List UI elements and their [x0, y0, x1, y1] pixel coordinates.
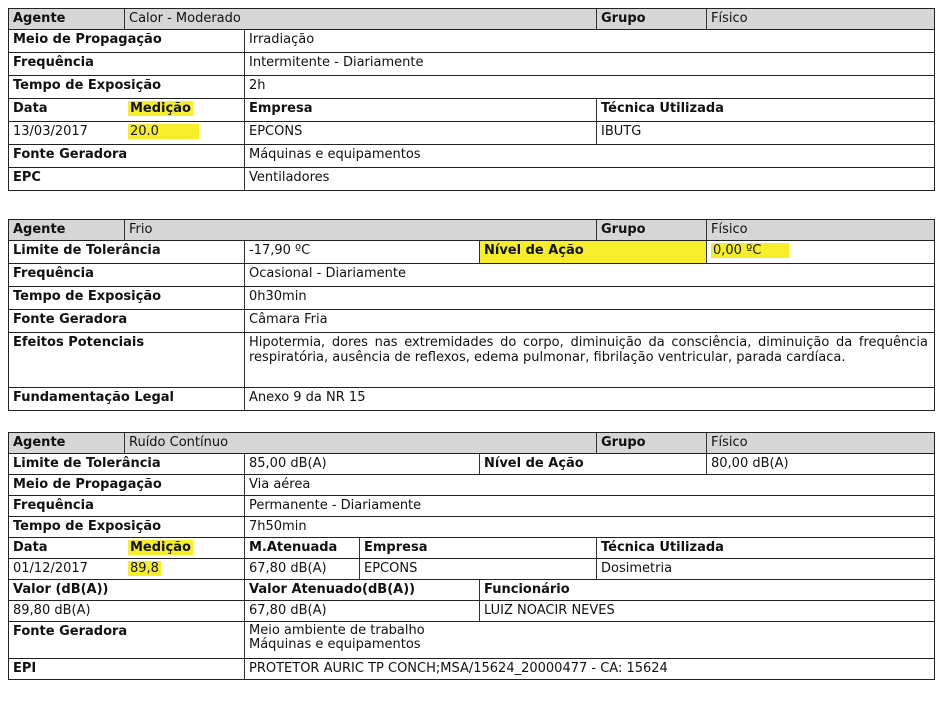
table-row — [9, 601, 934, 622]
source-label: Fonte Geradora — [13, 624, 128, 639]
agent-header-row — [9, 220, 934, 241]
measurement-label — [124, 99, 244, 121]
measurement-label — [124, 538, 244, 558]
effects-value: Hipotermia, dores nas extremidades do corpo, diminuição da consciência, diminuição da frequência respiratória, ausência de reflexos, edema pulmonar, fibrilação ventricular, parada cardíaca. — [244, 333, 934, 387]
measurement-label-text: Medição — [130, 101, 191, 116]
table-row — [9, 76, 934, 99]
table-row — [9, 30, 934, 53]
measurement-value-text: 20.0 — [128, 124, 199, 139]
table-row — [9, 287, 934, 310]
date-value: 01/12/2017 — [13, 561, 88, 576]
table-row — [9, 559, 934, 580]
exposure-value: 7h50min — [244, 517, 934, 537]
table-row — [9, 241, 934, 264]
table-row — [9, 122, 934, 145]
table-row — [9, 168, 934, 190]
frequency-value: Ocasional - Diariamente — [244, 264, 934, 286]
source-line-1: Meio ambiente de trabalho — [249, 623, 425, 638]
table-row — [9, 475, 934, 496]
epi-label: EPI — [13, 661, 37, 676]
attenuated-value: 67,80 dB(A) — [244, 559, 359, 579]
epi-value: PROTETOR AURIC TP CONCH;MSA/15624_20000477 - CA: 15624 — [244, 659, 934, 679]
action-value: 80,00 dB(A) — [706, 454, 934, 474]
table-row — [9, 145, 934, 168]
source-value — [244, 622, 934, 658]
company-label: Empresa — [359, 538, 596, 558]
table-row — [9, 99, 934, 122]
table-row — [9, 622, 934, 659]
agent-header-row — [9, 9, 934, 30]
company-value: EPCONS — [244, 122, 596, 144]
exposure-value: 0h30min — [244, 287, 934, 309]
propagation-value: Irradiação — [244, 30, 934, 52]
agent-label: Agente — [13, 11, 66, 26]
technique-value: IBUTG — [596, 122, 934, 144]
propagation-label: Meio de Propagação — [13, 32, 162, 47]
epc-value: Ventiladores — [244, 168, 934, 190]
table-row — [9, 388, 934, 410]
section-ruido — [8, 432, 935, 680]
action-value-text: 0,00 ºC — [711, 243, 789, 258]
tolerance-label: Limite de Tolerância — [13, 243, 161, 258]
attenuated-label: M.Atenuada — [244, 538, 359, 558]
group-label: Grupo — [596, 220, 706, 240]
employee-value: LUIZ NOACIR NEVES — [479, 601, 934, 621]
exposure-label: Tempo de Exposição — [13, 289, 162, 304]
source-line-2: Máquinas e equipamentos — [249, 637, 421, 652]
date-label: Data — [13, 101, 48, 116]
frequency-value: Intermitente - Diariamente — [244, 53, 934, 75]
action-value — [706, 241, 934, 263]
table-row — [9, 496, 934, 517]
technique-label: Técnica Utilizada — [596, 538, 934, 558]
date-label: Data — [13, 540, 48, 555]
section-calor — [8, 8, 935, 191]
table-row — [9, 517, 934, 538]
action-label: Nível de Ação — [479, 241, 706, 263]
table-row — [9, 264, 934, 287]
technique-value: Dosimetria — [596, 559, 934, 579]
measurement-value — [124, 559, 244, 579]
table-row — [9, 333, 934, 388]
agent-label: Agente — [13, 222, 66, 237]
exposure-value: 2h — [244, 76, 934, 98]
group-value: Físico — [706, 9, 934, 29]
value-value: 89,80 dB(A) — [13, 603, 91, 618]
group-value: Físico — [706, 433, 934, 453]
company-value: EPCONS — [359, 559, 596, 579]
table-row — [9, 659, 934, 679]
table-row — [9, 310, 934, 333]
att-value-label: Valor Atenuado(dB(A)) — [244, 580, 479, 600]
tolerance-value: -17,90 ºC — [244, 241, 479, 263]
action-label: Nível de Ação — [479, 454, 706, 474]
agent-value: Calor - Moderado — [124, 9, 596, 29]
tolerance-value: 85,00 dB(A) — [244, 454, 479, 474]
frequency-label: Frequência — [13, 498, 94, 513]
measurement-label-text: Medição — [130, 540, 191, 555]
group-label: Grupo — [596, 433, 706, 453]
agent-label: Agente — [13, 435, 66, 450]
frequency-label: Frequência — [13, 55, 94, 70]
att-value-value: 67,80 dB(A) — [244, 601, 479, 621]
epc-label: EPC — [13, 170, 41, 185]
agent-value: Ruído Contínuo — [124, 433, 596, 453]
source-value: Máquinas e equipamentos — [244, 145, 934, 167]
agent-header-row — [9, 433, 934, 454]
company-label: Empresa — [244, 99, 596, 121]
technique-label: Técnica Utilizada — [596, 99, 934, 121]
frequency-label: Frequência — [13, 266, 94, 281]
date-value: 13/03/2017 — [13, 124, 88, 139]
source-value: Câmara Fria — [244, 310, 934, 332]
source-label: Fonte Geradora — [13, 147, 128, 162]
effects-label: Efeitos Potenciais — [13, 335, 145, 350]
tolerance-label: Limite de Tolerância — [13, 456, 161, 471]
measurement-value-text: 89,8 — [130, 561, 159, 576]
table-row — [9, 53, 934, 76]
agent-value: Frio — [124, 220, 596, 240]
source-label: Fonte Geradora — [13, 312, 128, 327]
exposure-label: Tempo de Exposição — [13, 78, 162, 93]
propagation-label: Meio de Propagação — [13, 477, 162, 492]
propagation-value: Via aérea — [244, 475, 934, 495]
legal-value: Anexo 9 da NR 15 — [244, 388, 934, 410]
group-label: Grupo — [596, 9, 706, 29]
group-value: Físico — [706, 220, 934, 240]
table-row — [9, 454, 934, 475]
legal-label: Fundamentação Legal — [13, 390, 174, 405]
employee-label: Funcionário — [479, 580, 934, 600]
table-row — [9, 580, 934, 601]
measurement-value — [124, 122, 244, 144]
section-frio — [8, 219, 935, 411]
exposure-label: Tempo de Exposição — [13, 519, 162, 534]
table-row — [9, 538, 934, 559]
frequency-value: Permanente - Diariamente — [244, 496, 934, 516]
value-label: Valor (dB(A)) — [13, 582, 109, 597]
